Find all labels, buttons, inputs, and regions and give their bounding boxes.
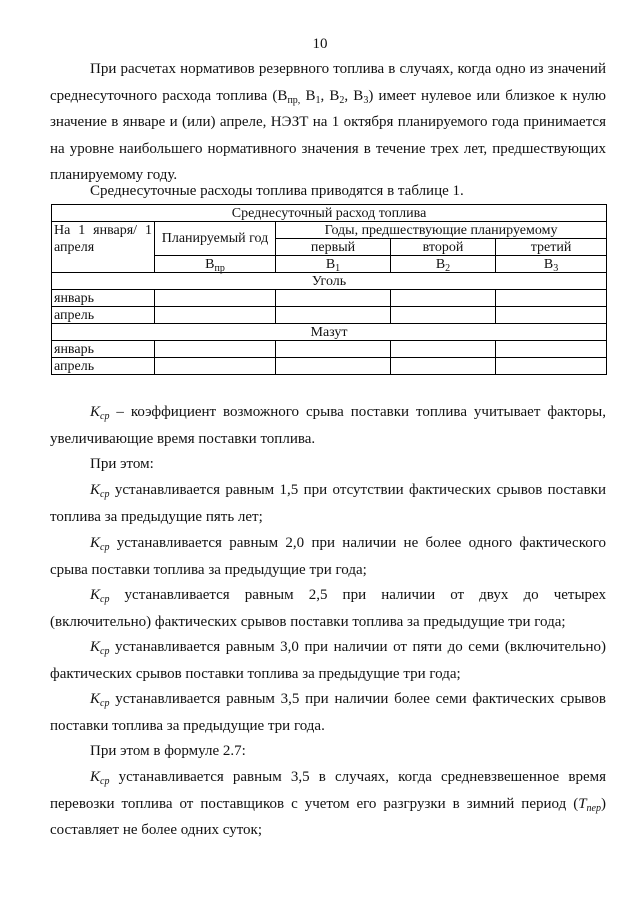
table-cell: [391, 307, 496, 324]
k-definition: $K_{ср}$ – коэффициент возможного срыва поставки топлива учитывает факторы, увеличивающие время поставки топлива.: [50, 404, 606, 447]
table-cell: [155, 358, 276, 375]
row-label-jan: январь: [52, 341, 155, 358]
table-cell: [496, 307, 607, 324]
intro-paragraph: При расчетах нормативов резервного топлива в случаях, когда одно из значений среднесуточного расхода топлива ($B_{пр,}$ $B_1$, $B_2$, $B_3$) имеет нулевое или близкое к нулю значение в январе и (или) апреле, НЭЗТ на 1 октября планируемого года принимается на уровне наибольшего нормативного значения в течение трех лет, предшествующих планируемому году.: [50, 61, 606, 183]
table-cell: [391, 358, 496, 375]
table-cell: [155, 341, 276, 358]
header-second: второй: [391, 239, 496, 256]
table-cell: [391, 341, 496, 358]
table-title-row: [52, 205, 607, 222]
table-cell: [496, 290, 607, 307]
header-plan-year: Планируемый год: [155, 222, 276, 256]
rule-4: $K_{ср}$ устанавливается равным 3,0 при наличии от пяти до семи (включительно) фактических срывов поставки топлива за предыдущие три года;: [50, 639, 606, 682]
rule-5: $K_{ср}$ устанавливается равным 3,5 при наличии более семи фактических срывов поставки топлива за предыдущие три года.: [50, 691, 606, 734]
table-cell: [391, 290, 496, 307]
table-cell: [155, 290, 276, 307]
header-third: третий: [496, 239, 607, 256]
header-first: первый: [276, 239, 391, 256]
section-coal: Уголь: [52, 273, 607, 290]
rule-3: $K_{ср}$ устанавливается равным 2,5 при наличии от двух до четырех (включительно) фактических срывов поставки топлива за предыдущие три года;: [50, 587, 606, 630]
table-cell: [496, 358, 607, 375]
row-label-apr: апрель: [52, 358, 155, 375]
table-row: [52, 341, 607, 358]
section-row-coal: [52, 273, 607, 290]
table-cell: [496, 341, 607, 358]
formula-intro: При этом в формуле 2.7:: [90, 743, 246, 759]
table-cell: [276, 358, 391, 375]
table-cell: [276, 290, 391, 307]
page-number: 10: [312, 36, 328, 52]
table-caption: Среднесуточные расходы топлива приводятся в таблице 1.: [90, 183, 464, 199]
table-cell: [276, 307, 391, 324]
table-cell: [276, 341, 391, 358]
table-row: [52, 307, 607, 324]
symbol-b-pr: $B_{пр}$: [155, 256, 276, 273]
table-row: [52, 358, 607, 375]
section-row-mazut: [52, 324, 607, 341]
table-header-row: [52, 222, 607, 239]
fuel-consumption-table: [51, 204, 607, 375]
table-cell: [155, 307, 276, 324]
symbol-b3: $B_3$: [496, 256, 607, 273]
row-label-apr: апрель: [52, 307, 155, 324]
symbol-b2: $B_2$: [391, 256, 496, 273]
table-title: Среднесуточный расход топлива: [52, 205, 607, 222]
last-rule: $K_{ср}$ устанавливается равным 3,5 в случаях, когда средневзвешенное время перевозки топлива от поставщиков с учетом его разгрузки в зимний период $(T_{пер})$ составляет не более одних суток;: [50, 769, 606, 838]
table-row: [52, 290, 607, 307]
header-date: На 1 января/ 1 апреля: [52, 222, 155, 273]
header-previous-years: Годы, предшествующие планируемому: [276, 222, 607, 239]
row-label-jan: январь: [52, 290, 155, 307]
pri-etom: При этом:: [90, 456, 154, 472]
symbol-b1: $B_1$: [276, 256, 391, 273]
section-mazut: Мазут: [52, 324, 607, 341]
rule-2: $K_{ср}$ устанавливается равным 2,0 при наличии не более одного фактического срыва поставки топлива за предыдущие три года;: [50, 535, 606, 578]
rule-1: $K_{ср}$ устанавливается равным 1,5 при отсутствии фактических срывов поставки топлива за предыдущие пять лет;: [50, 482, 606, 525]
